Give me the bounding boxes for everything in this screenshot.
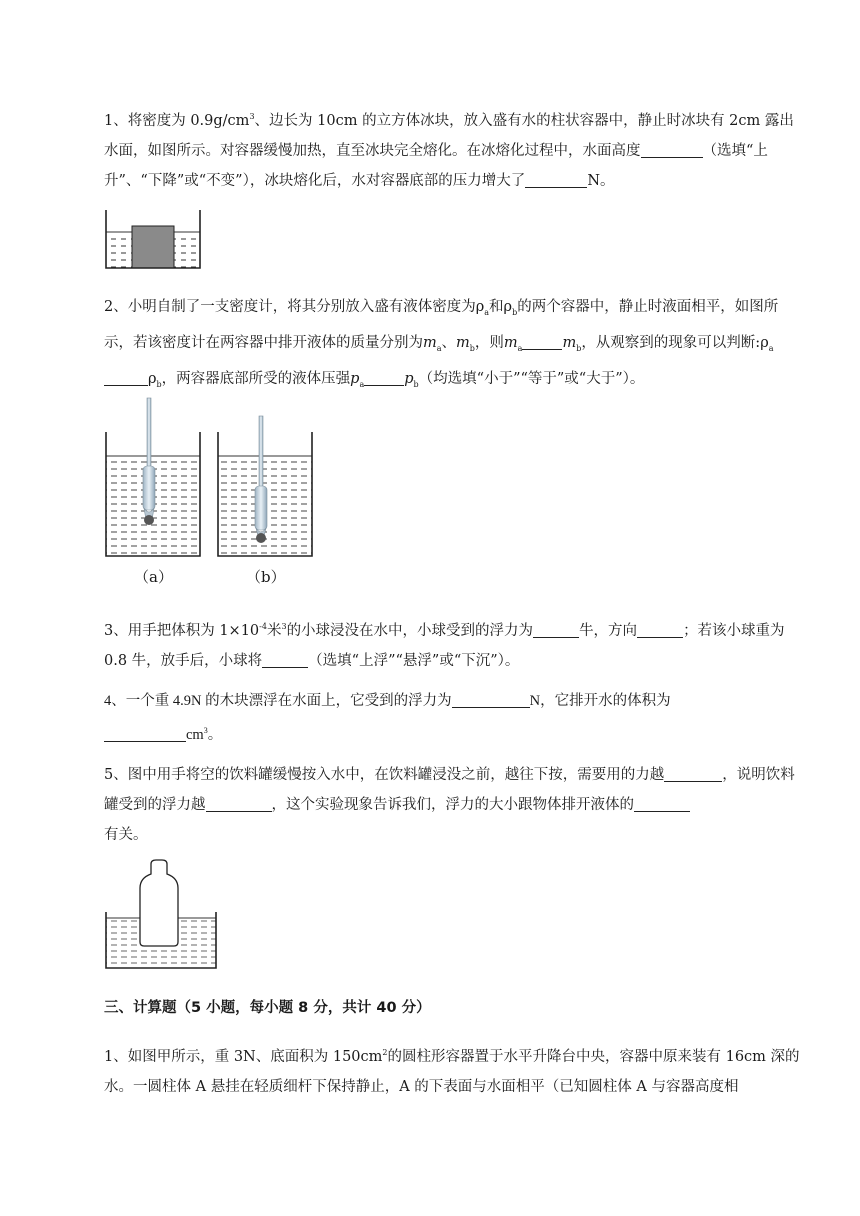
question-4-text: 4、一个重 4.9N 的木块漂浮在水面上，它受到的浮力为 N，它排开水的体积为 $cm^3$。 bbox=[104, 693, 671, 743]
answer-blank[interactable] bbox=[522, 333, 562, 350]
answer-blank[interactable] bbox=[637, 621, 683, 638]
answer-blank[interactable] bbox=[262, 651, 308, 668]
question-1-text: 1、将密度为 $0.9g/cm^3$、边长为 10cm 的立方体冰块，放入盛有水的柱状容器中，静止时冰块有 2cm 露出水面，如图所示。对容器缓慢加热，直至冰块完全熔化。在冰熔化过程中，水面高度 （选填“上升”、“下降”或“不变”），冰块熔化后，水对容器底部的压力增大了 N。 bbox=[104, 112, 794, 189]
answer-blank[interactable] bbox=[664, 765, 722, 782]
question-5-text: 5、图中用手将空的饮料罐缓慢按入水中，在饮料罐浸没之前，越往下按，需要用的力越 ，说明饮料罐受到的浮力越 ，这个实验现象告诉我们，浮力的大小跟物体排开液体的 有关。 bbox=[104, 767, 795, 843]
answer-blank[interactable] bbox=[533, 621, 579, 638]
calc-question-1-text: 1、如图甲所示，重 3N、底面积为 $150cm^2$的圆柱形容器置于水平升降台中央，容器中原来装有 16cm 深的水。一圆柱体 A 悬挂在轻质细杆下保持静止，A 的下表面与水面相平（已知圆柱体 A 与容器高度相 bbox=[104, 1048, 800, 1095]
container-a bbox=[106, 398, 200, 556]
question-2-text: 2、小明自制了一支密度计，将其分别放入盛有液体密度为$\rho_a$和$\rho_b$的两个容器中，静止时液面相平，如图所示，若该密度计在两容器中排开液体的质量分别为$m_a$、$m_b$，则$m_a$ $m_b$，从观察到的现象可以判断$:\rho_a\rho_b$，两容器底部所受的液体压强$p_a$ $p_b$（均选填“小于”“等于”或“大于”）。 bbox=[104, 299, 779, 389]
answer-blank[interactable] bbox=[641, 141, 703, 158]
section-heading: 三、计算题（5 小题，每小题 8 分，共计 40 分） bbox=[104, 1000, 431, 1016]
question-3-text: 3、用手把体积为 $1\times 10^{-4}$米$^3$的小球浸没在水中，小球受到的浮力为 牛，方向 ；若该小球重为 0.8 牛，放手后，小球将 （选填“上浮”“悬浮”或“下沉”）。 bbox=[104, 622, 785, 669]
answer-blank[interactable] bbox=[634, 795, 690, 812]
answer-blank[interactable] bbox=[452, 691, 530, 708]
caption-a: （a） bbox=[134, 568, 173, 586]
answer-blank[interactable] bbox=[206, 795, 272, 812]
container-b bbox=[218, 416, 312, 556]
hydrometer-figure bbox=[100, 396, 322, 562]
caption-b: （b） bbox=[246, 568, 286, 586]
answer-blank[interactable] bbox=[104, 369, 148, 386]
answer-blank[interactable] bbox=[364, 369, 404, 386]
answer-blank[interactable] bbox=[104, 725, 186, 742]
answer-blank[interactable] bbox=[525, 171, 587, 188]
bottle-in-water-figure bbox=[100, 858, 222, 974]
ice-cube-container-figure bbox=[100, 208, 206, 274]
